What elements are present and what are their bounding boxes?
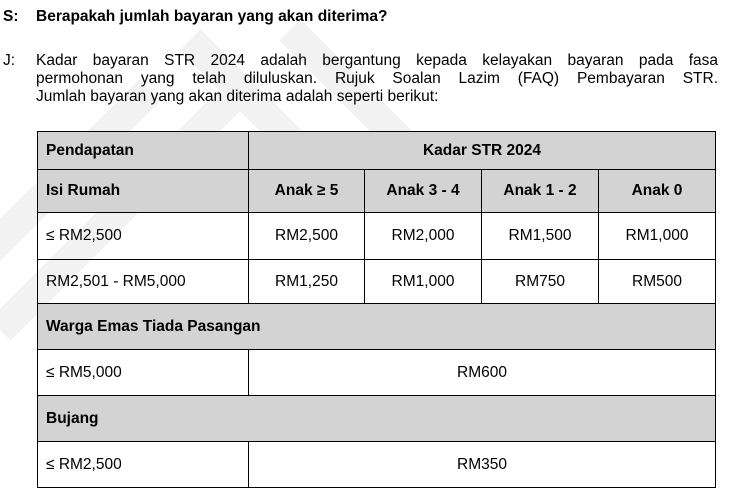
answer-line: permohonan yang telah diluluskan. Rujuk Soalan Lazim (FAQ) Pembayaran STR. [36,70,718,87]
header-rate: Kadar STR 2024 [249,132,716,170]
answer-text [36,52,718,106]
value-cell: RM350 [249,442,716,488]
table-row [38,260,716,304]
value-cell: RM600 [249,350,716,396]
header-col: Anak 1 - 2 [482,170,599,213]
answer-label: J: [3,52,16,69]
value-cell: RM750 [482,260,599,304]
header-household: Isi Rumah [38,170,249,213]
table-row [38,442,716,488]
answer-line: Jumlah bayaran yang akan diterima adalah seperti berikut: [36,88,439,105]
income-cell: ≤ RM2,500 [38,442,249,488]
header-col: Anak ≥ 5 [249,170,365,213]
table-row [38,350,716,396]
value-cell: RM1,000 [599,213,716,260]
header-income: Pendapatan [38,132,249,170]
value-cell: RM1,000 [365,260,482,304]
question-text: Berapakah jumlah bayaran yang akan diterima? [36,8,388,25]
value-cell: RM2,000 [365,213,482,260]
single-section-title: Bujang [38,396,716,442]
question-label: S: [3,8,19,25]
table-row [38,213,716,260]
income-cell: ≤ RM2,500 [38,213,249,260]
str-rate-table [37,131,716,488]
value-cell: RM500 [599,260,716,304]
header-col: Anak 3 - 4 [365,170,482,213]
section-header-row [38,396,716,442]
value-cell: RM1,500 [482,213,599,260]
income-cell: ≤ RM5,000 [38,350,249,396]
section-header-row [38,304,716,350]
senior-section-title: Warga Emas Tiada Pasangan [38,304,716,350]
header-col: Anak 0 [599,170,716,213]
table-subheader-row [38,170,716,213]
table-header-row [38,132,716,170]
answer-line: Kadar bayaran STR 2024 adalah bergantung kepada kelayakan bayaran pada fasa [36,52,718,69]
income-cell: RM2,501 - RM5,000 [38,260,249,304]
value-cell: RM2,500 [249,213,365,260]
value-cell: RM1,250 [249,260,365,304]
